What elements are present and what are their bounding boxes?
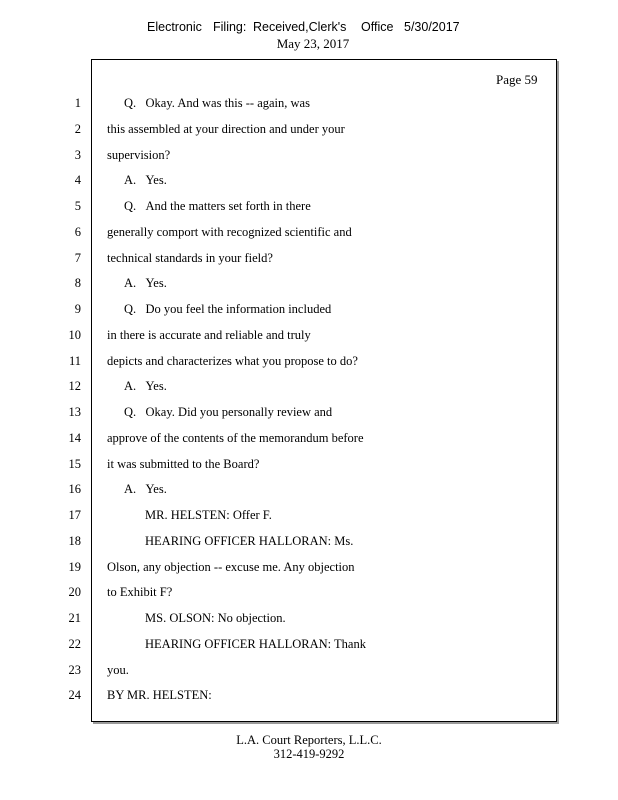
line-number: 16 <box>68 482 81 497</box>
line-number: 5 <box>74 199 81 213</box>
line-text: you. <box>107 662 129 677</box>
line-text: A. Yes. <box>124 276 167 291</box>
line-text: technical standards in your field? <box>107 250 273 265</box>
stamp-filing: Filing: <box>213 20 247 34</box>
stamp-date: 5/30/2017 <box>404 20 460 34</box>
line-text: HEARING OFFICER HALLORAN: Thank <box>145 636 366 651</box>
line-text: MR. HELSTEN: Offer F. <box>145 508 272 522</box>
line-number: 2 <box>74 121 81 136</box>
line-number: 10 <box>68 327 81 342</box>
footer-phone: 312-419-9292 <box>273 747 345 761</box>
line-number: 8 <box>74 276 81 291</box>
line-number: 6 <box>74 224 81 239</box>
line-text: A. Yes. <box>124 379 167 394</box>
line-text: to Exhibit F? <box>107 585 173 600</box>
line-number: 12 <box>68 379 81 394</box>
line-text: Q. Okay. Did you personally review and <box>124 405 333 419</box>
line-text: Q. Do you feel the information included <box>124 302 332 316</box>
line-number: 18 <box>68 533 81 548</box>
line-text: Q. Okay. And was this -- again, was <box>124 96 310 110</box>
line-text: this assembled at your direction and under your <box>107 121 345 136</box>
hearing-date: May 23, 2017 <box>276 36 350 51</box>
line-number: 19 <box>68 559 81 574</box>
line-number: 24 <box>68 688 81 703</box>
line-number: 4 <box>74 173 81 188</box>
line-number: 22 <box>68 636 81 651</box>
line-text: MS. OLSON: No objection. <box>145 611 286 625</box>
line-text: A. Yes. <box>124 482 167 497</box>
stamp-received: Received,Clerk's <box>253 20 347 34</box>
line-text: Olson, any objection -- excuse me. Any objection <box>107 559 355 574</box>
line-text: supervision? <box>107 147 171 162</box>
line-number: 13 <box>68 405 81 419</box>
line-number: 17 <box>68 508 81 522</box>
line-text: depicts and characterizes what you propose to do? <box>107 353 358 368</box>
line-number: 14 <box>68 430 81 445</box>
line-number: 9 <box>74 302 81 316</box>
line-text: HEARING OFFICER HALLORAN: Ms. <box>145 533 354 548</box>
line-number: 15 <box>68 456 81 471</box>
line-number: 21 <box>68 611 81 625</box>
footer-company: L.A. Court Reporters, L.L.C. <box>236 733 382 747</box>
line-text: in there is accurate and reliable and truly <box>107 327 311 342</box>
line-text: BY MR. HELSTEN: <box>107 688 212 703</box>
page-number: Page 59 <box>496 72 538 87</box>
line-number: 23 <box>68 662 81 677</box>
line-text: Q. And the matters set forth in there <box>124 199 311 213</box>
line-number: 1 <box>74 96 81 110</box>
line-number: 20 <box>68 585 81 600</box>
line-number: 7 <box>74 250 81 265</box>
line-text: it was submitted to the Board? <box>107 456 260 471</box>
line-text: approve of the contents of the memorandum before <box>107 430 364 445</box>
line-text: generally comport with recognized scientific and <box>107 224 352 239</box>
stamp-electronic: Electronic <box>147 20 202 34</box>
line-number: 3 <box>74 147 81 162</box>
line-text: A. Yes. <box>124 173 167 188</box>
stamp-office: Office <box>361 20 394 34</box>
line-number: 11 <box>68 353 81 368</box>
